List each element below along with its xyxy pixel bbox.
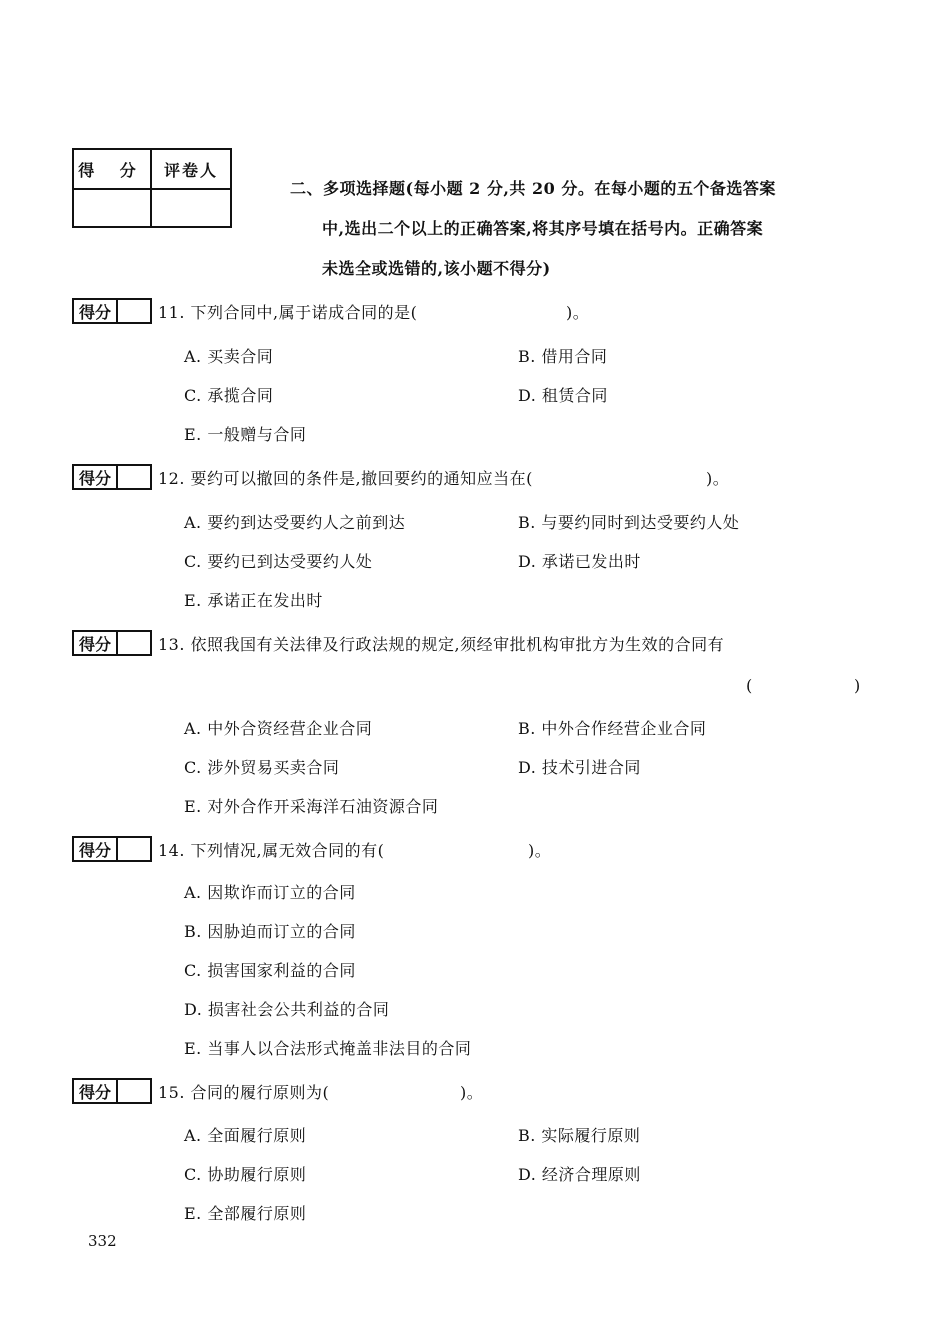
question-stem: 15. 合同的履行原则为( — [158, 1082, 330, 1102]
option-d[interactable]: D. 租赁合同 — [518, 386, 608, 405]
grader-header: 评卷人 — [152, 150, 230, 190]
option-a[interactable]: A. 要约到达受要约人之前到达 — [184, 513, 406, 532]
score-cell[interactable] — [74, 190, 152, 226]
score-table — [72, 148, 232, 228]
option-d[interactable]: D. 损害社会公共利益的合同 — [184, 1000, 390, 1019]
question-score-box[interactable] — [72, 630, 152, 656]
score-header: 得 分 — [74, 150, 152, 190]
section-heading-line2: 中,选出二个以上的正确答案,将其序号填在括号内。正确答案 — [322, 219, 764, 238]
option-e[interactable]: E. 对外合作开采海洋石油资源合同 — [184, 797, 439, 816]
option-b[interactable]: B. 因胁迫而订立的合同 — [184, 922, 356, 941]
question-stem: 12. 要约可以撤回的条件是,撤回要约的通知应当在( — [158, 468, 533, 488]
option-b[interactable]: B. 与要约同时到达受要约人处 — [518, 513, 740, 532]
option-c[interactable]: C. 涉外贸易买卖合同 — [184, 758, 340, 777]
section-heading-line3: 未选全或选错的,该小题不得分) — [322, 259, 551, 278]
question-stem: 13. 依照我国有关法律及行政法规的规定,须经审批机构审批方为生效的合同有 — [158, 634, 725, 654]
option-a[interactable]: A. 买卖合同 — [184, 347, 274, 366]
option-e[interactable]: E. 一般赠与合同 — [184, 425, 307, 444]
option-a[interactable]: A. 中外合资经营企业合同 — [184, 719, 373, 738]
section-heading-line1: 二、多项选择题(每小题 2 分,共 20 分。在每小题的五个备选答案 — [290, 179, 776, 198]
question-score-box[interactable] — [72, 836, 152, 862]
score-label: 得分 — [74, 300, 118, 322]
option-b[interactable]: B. 借用合同 — [518, 347, 608, 366]
answer-paren-close: )。 — [460, 1083, 484, 1102]
question-stem: 14. 下列情况,属无效合同的有( — [158, 840, 385, 860]
option-e[interactable]: E. 承诺正在发出时 — [184, 591, 323, 610]
answer-paren-close: )。 — [566, 303, 590, 322]
option-a[interactable]: A. 全面履行原则 — [184, 1126, 307, 1145]
answer-paren-open: ( — [746, 676, 753, 695]
question-stem: 11. 下列合同中,属于诺成合同的是( — [158, 302, 418, 322]
score-label: 得分 — [74, 466, 118, 488]
option-a[interactable]: A. 因欺诈而订立的合同 — [184, 883, 356, 902]
option-d[interactable]: D. 技术引进合同 — [518, 758, 641, 777]
option-b[interactable]: B. 中外合作经营企业合同 — [518, 719, 707, 738]
score-label: 得分 — [74, 1080, 118, 1102]
score-label: 得分 — [74, 632, 118, 654]
option-c[interactable]: C. 损害国家利益的合同 — [184, 961, 356, 980]
option-c[interactable]: C. 协助履行原则 — [184, 1165, 307, 1184]
question-score-box[interactable] — [72, 464, 152, 490]
option-e[interactable]: E. 当事人以合法形式掩盖非法目的合同 — [184, 1039, 472, 1058]
answer-paren-close: )。 — [528, 841, 552, 860]
option-c[interactable]: C. 要约已到达受要约人处 — [184, 552, 373, 571]
grader-cell[interactable] — [152, 190, 230, 226]
page-number: 332 — [88, 1232, 117, 1250]
question-score-box[interactable] — [72, 1078, 152, 1104]
answer-paren-close: )。 — [706, 469, 730, 488]
score-label: 得分 — [74, 838, 118, 860]
option-d[interactable]: D. 承诺已发出时 — [518, 552, 641, 571]
option-d[interactable]: D. 经济合理原则 — [518, 1165, 641, 1184]
question-score-box[interactable] — [72, 298, 152, 324]
option-e[interactable]: E. 全部履行原则 — [184, 1204, 307, 1223]
option-c[interactable]: C. 承揽合同 — [184, 386, 274, 405]
answer-paren-close: ) — [854, 676, 861, 695]
option-b[interactable]: B. 实际履行原则 — [518, 1126, 641, 1145]
